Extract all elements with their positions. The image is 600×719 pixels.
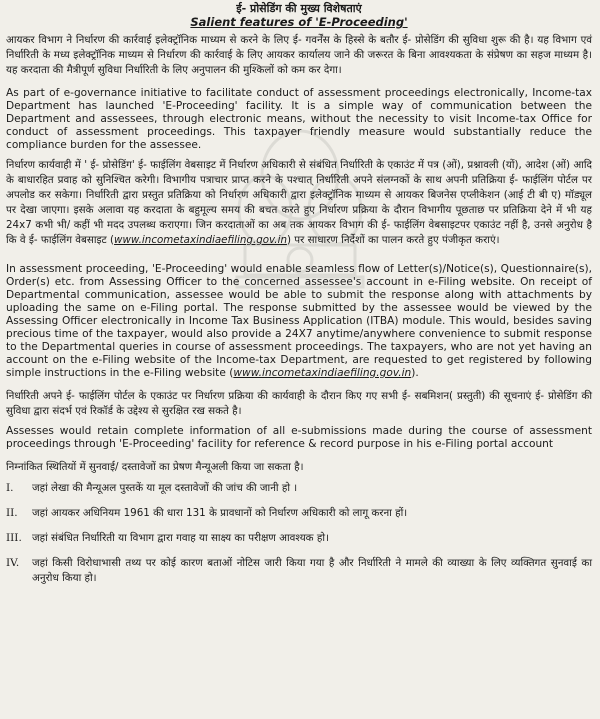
retention-english-paragraph: Assesses would retain complete information of all e-submissions made during the course of assessment proceedings through 'E-Proceeding' facility for reference & record purpose in his e-Filing portal account	[6, 425, 592, 450]
list-item-number: III.	[6, 532, 22, 544]
proceeding-english-text-end: ).	[411, 367, 419, 379]
intro-english-paragraph: As part of e-governance initiative to facilitate conduct of assessment proceedings electronically, Income-tax Department has launched 'E-Proceeding' facility. It is a simple way of communication between the Department and assessees, through electronic means, without the necessity to visit Income-tax Office for conduct of assessment proceedings. This taxpayer friendly measure would substantially reduce the compliance burden for the assessee.	[6, 87, 592, 151]
proceeding-hindi-text-end: ) पर साधारण निर्देशों का पालन करते हुए पंजीकृत कराएं।	[286, 234, 500, 246]
list-item-text: जहां संबंधित निर्धारिती या विभाग द्वारा गवाह या साक्ष्य का परीक्षण आवश्यक हो।	[32, 532, 329, 544]
efiling-link-hindi[interactable]: www.incometaxindiaefiling.gov.in	[114, 234, 287, 246]
proceeding-hindi-paragraph	[6, 158, 592, 248]
list-item-number: IV.	[6, 557, 20, 569]
english-title: Salient features of 'E-Proceeding'	[190, 15, 408, 29]
hindi-title: ई- प्रोसेडिंग की मुख्य विशेषताएं	[236, 2, 362, 15]
list-item-text: जहां आयकर अधिनियम 1961 की धारा 131 के प्रावधानों को निर्धारण अधिकारी को लागू करना हों।	[32, 507, 408, 519]
list-item-text: जहां लेखा की मैन्यूअल पुस्तकें या मूल दस्तावेजों की जांच की जानी हो ।	[32, 482, 298, 494]
retention-hindi-paragraph: निर्धारिती अपने ई- फाईलिंग पोर्टल के एकाउंट पर निर्धारण प्रक्रिया की कार्यवाही के दौरान किए गए सभी ई- सबमिशन( प्रस्तुती) की सूचनाएं ई- प्रोसेडिंग की सुविधा द्वारा संदर्भ एवं रिकॉर्ड के उद्देश्य से सुरक्षित रख सकते है।	[6, 390, 592, 417]
proceeding-hindi-text: निर्धारण कार्यवाही में ' ई- प्रोसेडिंग' ई- फाईलिंग वेबसाइट में निर्धारण अधिकारी से संबंधित निर्धारिती के एकाउंट में पत्र (ओं), प्रश्नावली (यों), आदेश (ओं) आदि के बाधारहित प्रवाह को सुनिश्चित करेगी। विभागीय पत्राचार प्राप्त करने के पश्चात् निर्धारिती अपने संलग्नकों के साथ अपनी प्रतिक्रिया ई- फाईलिंग पोर्टल पर अपलोड कर सकेगा। निर्धारिती द्वारा प्रस्तुत प्रतिक्रिया को निर्धारण अधिकारी द्वारा इलेक्ट्रॉनिक माध्यम से आयकर बिजनेस एप्लीकेशन (आई टी बी ए) मॉड्यूल पर देखा जाएगा। इसके अलावा यह करदाता के बहुमूल्य समय की बचत करते हुए निर्धारण प्रक्रिया के दौरान विभागीय पूछताछ पर प्रतिक्रिया देने में भी यह 24x7 कभी भी/ कहीं भी मदद उपलब्ध कराएगा। जिन करदाताओं का अब तक आयकर विभाग की ई- फाईलिंग वेबसाइटपर एकाउंट नहीं है, उनसे अनुरोध है कि वे ई- फाईलिंग वेबसाइट (	[6, 159, 592, 246]
efiling-link-english[interactable]: www.incometaxindiaefiling.gov.in	[233, 367, 412, 379]
list-item-number: I.	[6, 482, 14, 494]
list-item-number: II.	[6, 507, 18, 519]
list-item	[6, 556, 592, 586]
document-body	[6, 2, 592, 596]
proceeding-english-text: In assessment proceeding, 'E-Proceeding' would enable seamless flow of Letter(s)/Notice(s), Questionnaire(s), Order(s) etc. from Assessing Officer to the concerned assessee's account in e-Filing website. On receipt of Departmental communication, assessee would be able to submit the response along with attachments by uploading the same on e-Filing portal. The response submitted by the assessee would be viewed by the Assessing Officer electronically in Income Tax Business Application (ITBA) module. This would, besides saving precious time of the taxpayer, would also provide a 24X7 anytime/anywhere convenience to submit response to the Departmental queries in course of assessment proceedings. The taxpayers, who are not yet having an account on the e-Filing website of the Income-tax Department, are requested to get registered by following simple instructions in the e-Filing website (	[6, 263, 592, 379]
list-item	[6, 481, 592, 496]
manual-list-intro: निम्नांकित स्थितियों में सुनवाई/ दस्तावेजों का प्रेषण मैन्यूअली किया जा सकता है।	[6, 461, 304, 473]
proceeding-english-paragraph	[6, 263, 592, 380]
intro-hindi-paragraph: आयकर विभाग ने निर्धारण की कार्रवाई इलेक्ट्रॉनिक माध्यम से करने के लिए ई- गवर्नेंस के हिस्से के बतौर ई- प्रोसेडिंग की सुविधा शुरू की है। यह विभाग एवं निर्धारिती के मध्य इलेक्ट्रॉनिक माध्यम से निर्धारण की कार्रवाई के लिए आयकर कार्यालय जाने की जरूरत के बिना आवश्यकता के संप्रेषण का सहज माध्यम है। यह करदाता की मैत्रीपूर्ण सुविधा निर्धारिती के लिए अनुपालन की मुश्किलों को कम कर देगा।	[6, 34, 593, 76]
list-item	[6, 531, 592, 546]
list-item	[6, 506, 592, 521]
list-item-text: जहां किसी विरोधाभासी तथ्य पर कोई कारण बताओं नोटिस जारी किया गया है और निर्धारिती ने मामले की व्याख्या के लिए व्यक्तिगत सुनवाई का अनुरोध किया हो।	[32, 557, 592, 584]
manual-conditions-list	[6, 481, 592, 586]
